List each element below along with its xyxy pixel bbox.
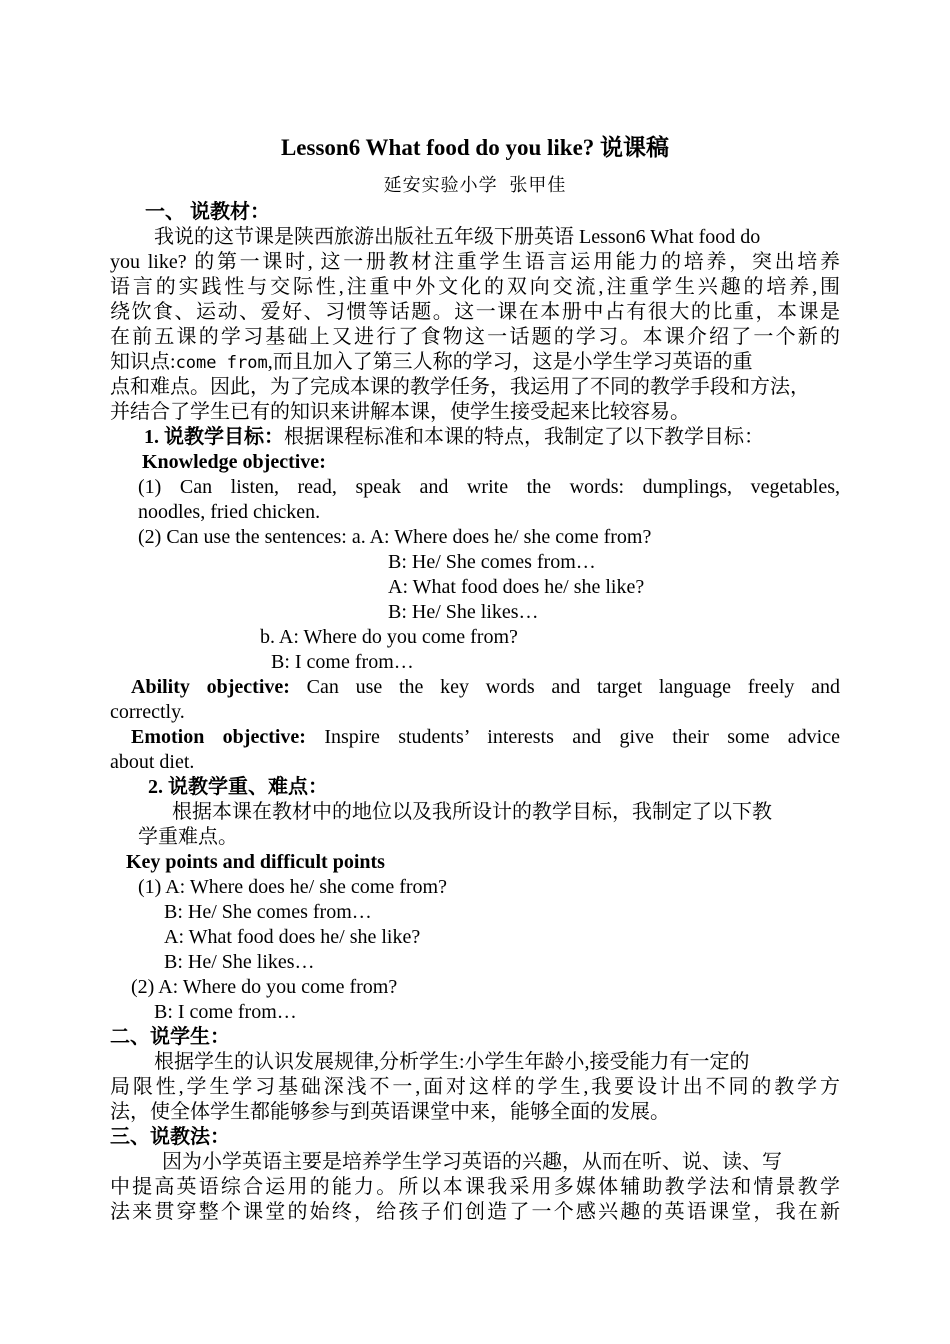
dialogue-line: (2) A: Where do you come from? xyxy=(131,976,398,998)
code-term: come from xyxy=(175,353,268,373)
ability-label: Ability objective: xyxy=(131,676,290,698)
ability-line-2: correctly. xyxy=(110,701,185,723)
paragraph-line: 语言的实践性与交际性,注重中外文化的双向交流,注重学生兴趣的培养,围 xyxy=(110,276,840,298)
paragraph-line: 在前五课的学习基础上又进行了食物这一话题的学习。本课介绍了一个新的 xyxy=(110,326,840,348)
paragraph-line: 绕饮食、运动、爱好、习惯等话题。这一课在本册中占有很大的比重，本课是 xyxy=(110,301,840,323)
knowledge-label: Knowledge objective: xyxy=(142,451,326,473)
paragraph-line xyxy=(110,350,840,375)
emotion-line-2: about diet. xyxy=(110,751,195,773)
objective-line: (2) Can use the sentences: a. A: Where does he/ she come from? xyxy=(138,526,652,548)
emotion-label: Emotion objective: xyxy=(131,726,306,748)
emotion-line xyxy=(131,725,840,750)
author-line: 延安实验小学 张甲佳 xyxy=(383,175,567,196)
dialogue-line: B: I come from… xyxy=(154,1001,297,1023)
objective-line: (1) Can listen, read, speak and write the words: dumplings, vegetables, xyxy=(138,476,840,498)
dialogue-line: (1) A: Where does he/ she come from? xyxy=(138,876,447,898)
section2-heading: 二、说学生： xyxy=(110,1026,230,1048)
paragraph-line: you like? 的第一课时, 这一册教材注重学生语言运用能力的培养，突出培养 xyxy=(110,251,840,273)
document-body xyxy=(110,200,840,1225)
ability-text: Can use the key words and target language freely and xyxy=(289,676,840,698)
paragraph-line: 学重难点。 xyxy=(138,826,238,848)
paragraph-line: 我说的这节课是陕西旅游出版社五年级下册英语 Lesson6 What food do xyxy=(154,226,761,248)
keypoints-heading: 2. 说教学重、难点： xyxy=(148,776,328,798)
goals-line xyxy=(110,425,840,450)
paragraph-line: 法来贯穿整个课堂的始终，给孩子们创造了一个感兴趣的英语课堂，我在新 xyxy=(110,1201,840,1223)
ability-line xyxy=(131,675,840,700)
objective-line: noodles, fried chicken. xyxy=(138,501,321,523)
document-title: Lesson6 What food do you like? 说课稿 xyxy=(280,135,670,160)
text-run: 知识点: xyxy=(110,351,176,373)
goals-heading: 1. 说教学目标： xyxy=(144,426,284,448)
paragraph-line: 中提高英语综合运用的能力。所以本课我采用多媒体辅助教学法和情景教学 xyxy=(110,1176,840,1198)
emotion-text: Inspire students’ interests and give their some advice xyxy=(305,726,840,748)
keypoints-label: Key points and difficult points xyxy=(126,851,385,873)
paragraph-line: 因为小学英语主要是培养学生学习英语的兴趣，从而在听、说、读、写 xyxy=(162,1151,782,1173)
paragraph-line: 并结合了学生已有的知识来讲解本课，使学生接受起来比较容易。 xyxy=(110,401,690,423)
dialogue-line: B: He/ She likes… xyxy=(388,601,539,623)
section3-heading: 三、说教法： xyxy=(110,1126,230,1148)
dialogue-line: b. A: Where do you come from? xyxy=(260,626,518,648)
dialogue-line: B: He/ She likes… xyxy=(164,951,315,973)
paragraph-line: 点和难点。因此，为了完成本课的教学任务，我运用了不同的教学手段和方法， xyxy=(110,376,810,398)
paragraph-line: 根据学生的认识发展规律,分析学生:小学生年龄小,接受能力有一定的 xyxy=(154,1051,750,1073)
dialogue-line: B: He/ She comes from… xyxy=(164,901,372,923)
paragraph-line: 局限性,学生学习基础深浅不一,面对这样的学生,我要设计出不同的教学方 xyxy=(110,1076,840,1098)
dialogue-line: A: What food does he/ she like? xyxy=(388,576,645,598)
dialogue-line: B: I come from… xyxy=(271,651,414,673)
dialogue-line: A: What food does he/ she like? xyxy=(164,926,421,948)
dialogue-line: B: He/ She comes from… xyxy=(388,551,596,573)
paragraph-line: 法，使全体学生都能够参与到英语课堂中来，能够全面的发展。 xyxy=(110,1101,670,1123)
text-run: ,而且加入了第三人称的学习，这是小学生学习英语的重 xyxy=(267,351,753,373)
goals-intro: 根据课程标准和本课的特点，我制定了以下教学目标： xyxy=(284,426,764,448)
section1-heading: 一、 说教材： xyxy=(145,201,270,223)
paragraph-line: 根据本课在教材中的地位以及我所设计的教学目标，我制定了以下教 xyxy=(172,801,772,823)
